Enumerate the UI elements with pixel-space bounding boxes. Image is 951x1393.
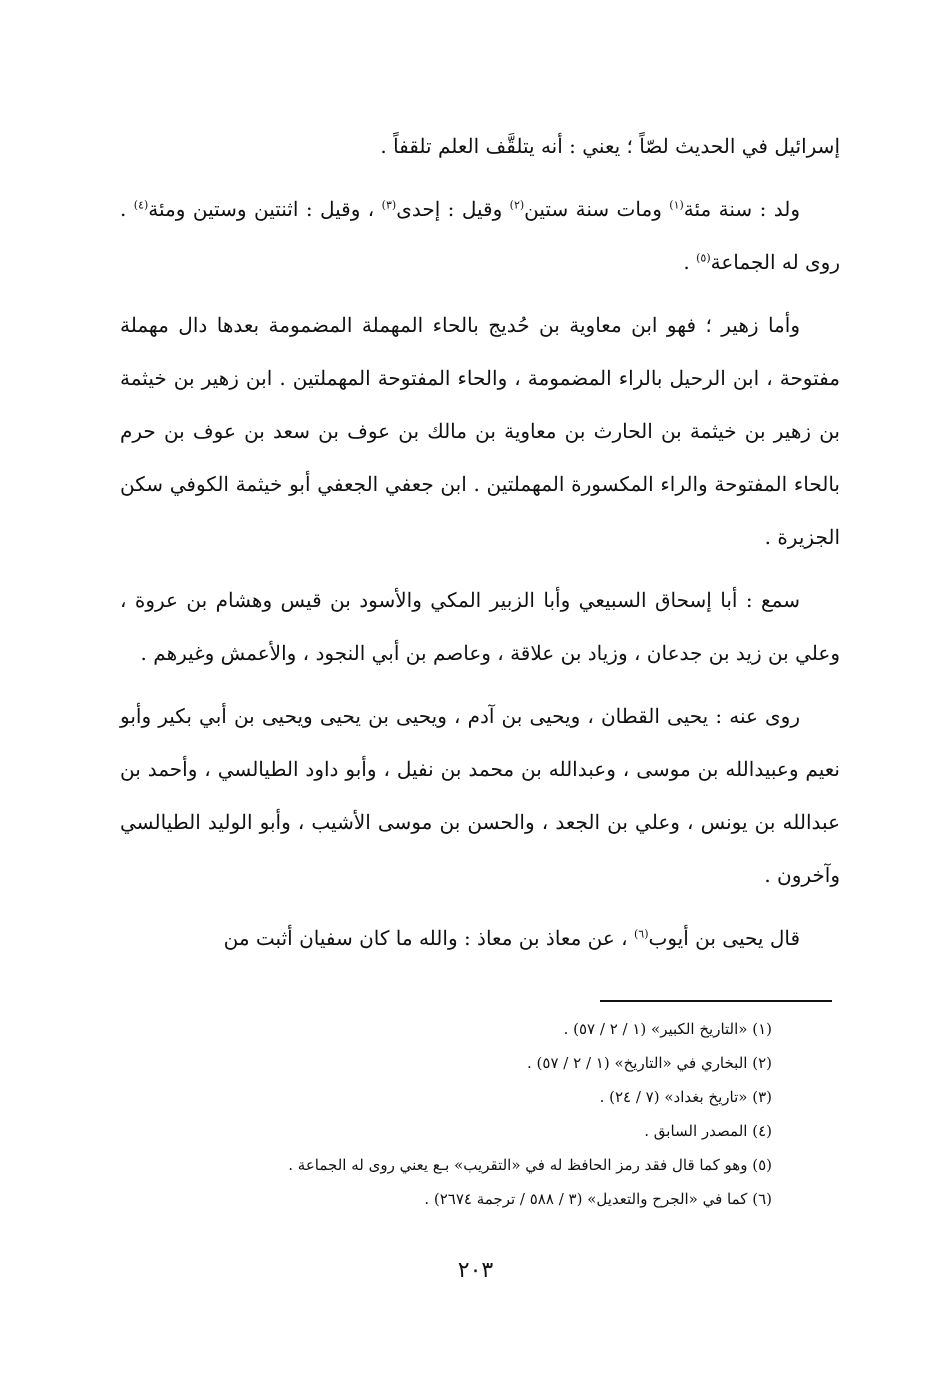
text-run: ولد : سنة مئة [683,197,800,221]
footnote-ref-2[interactable]: (٢) [509,198,525,212]
footnote-2: (٢) البخاري في «التاريخ» (١ / ٢ / ٥٧) . [527,1054,772,1072]
page-body [120,120,840,975]
footnote-6: (٦) كما في «الجرح والتعديل» (٣ / ٥٨٨ / ترجمة ٢٦٧٤) . [424,1190,772,1208]
page-number: ٢٠٣ [457,1258,494,1283]
text-run: ، عن معاذ بن معاذ : والله ما كان سفيان أثبت من [223,926,634,950]
footnote-5: (٥) وهو كما قال فقد رمز الحافظ له في «التقريب» بـع يعني روى له الجماعة . [288,1156,772,1174]
footnote-ref-1[interactable]: (١) [669,198,684,212]
paragraph-1: إسرائيل في الحديث لصّاً ؛ يعني : أنه يتلقَّف العلم تلقفاً . [380,134,840,158]
paragraph-5: روى عنه : يحيى القطان ، ويحيى بن آدم ، ويحيى بن يحيى ويحيى بن أبي بكير وأبو نعيم وعبيدالله بن موسى ، وعبدالله بن محمد بن نفيل ، وأبو داود الطيالسي ، وأحمد بن عبدالله بن يونس ، وعلي بن الجعد ، والحسن بن موسى الأشيب ، وأبو الوليد الطيالسي وآخرون . [120,704,840,887]
paragraph-2 [120,183,840,289]
footnote-ref-3[interactable]: (٣) [381,198,397,212]
text-run: وقيل : إحدى [396,197,510,221]
text-run: . روى له الجماعة [120,197,840,274]
footnote-3: (٣) «تاريخ بغداد» (٧ / ٢٤) . [599,1088,772,1106]
footnote-4: (٤) المصدر السابق . [644,1122,772,1140]
text-run: ، وقيل : اثنتين وستين ومئة [148,197,382,221]
paragraph-6 [120,912,840,965]
text-run: ومات سنة ستين [524,197,670,221]
paragraph-3: وأما زهير ؛ فهو ابن معاوية بن حُديج بالحاء المهملة المضمومة بعدها دال مهملة مفتوحة ، ابن الرحيل بالراء المضمومة ، والحاء المفتوحة المهملتين . ابن زهير بن خيثمة بن زهير بن خيثمة بن الحارث بن معاوية بن مالك بن عوف بن سعد بن عوف بن حرم بالحاء المفتوحة والراء المكسورة المهملتين . ابن جعفي الجعفي أبو خيثمة الكوفي سكن الجزيرة . [120,313,840,549]
footnote-ref-4[interactable]: (٤) [133,198,149,212]
footnote-ref-6[interactable]: (٦) [633,927,649,941]
text-run: قال يحيى بن أيوب [648,926,800,950]
paragraph-4: سمع : أبا إسحاق السبيعي وأبا الزبير المكي والأسود بن قيس وهشام بن عروة ، وعلي بن زيد بن جدعان ، وزياد بن علاقة ، وعاصم بن أبي النجود ، والأعمش وغيرهم . [120,588,840,665]
footnote-ref-5[interactable]: (٥) [696,251,711,265]
footnote-divider [600,1000,832,1002]
footnote-1: (١) «التاريخ الكبير» (١ / ٢ / ٥٧) . [563,1020,772,1038]
footnotes [150,1012,772,1216]
text-run: . [683,250,697,274]
